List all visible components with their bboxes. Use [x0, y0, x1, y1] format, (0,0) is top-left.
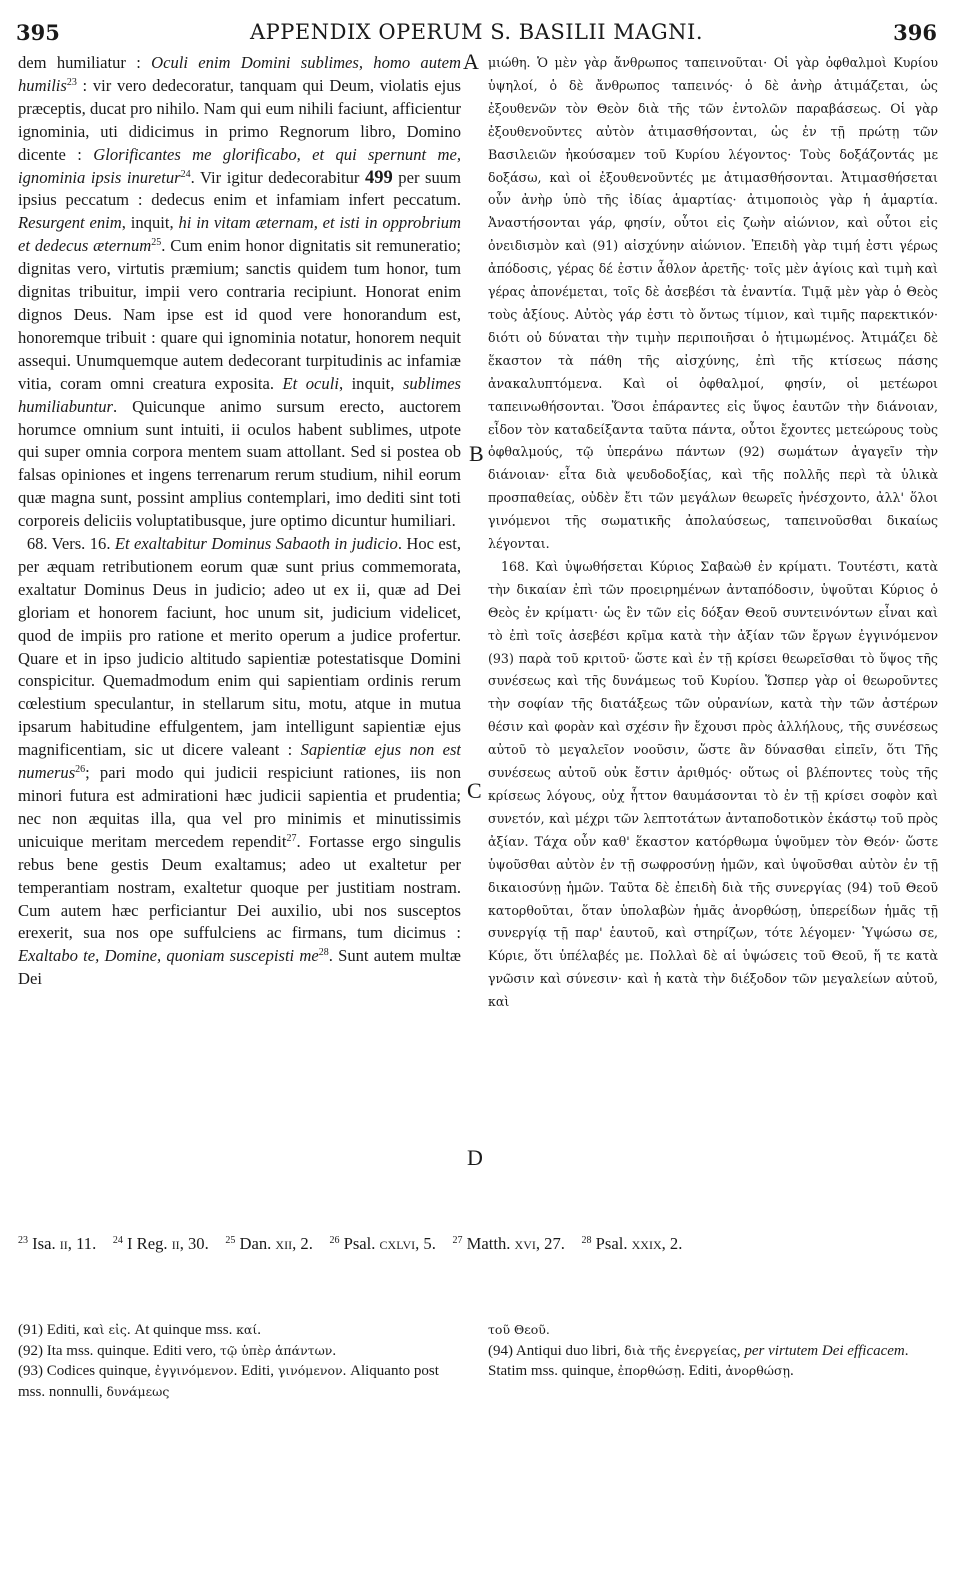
footnote: τοῦ Θεοῦ. — [488, 1322, 550, 1337]
greek-paragraph: μιώθη. Ὁ μὲν γὰρ ἄνθρωπος ταπεινοῦται· Οἱ γὰρ ὀφθαλμοὶ Κυρίου ὑψηλοί, ὁ δὲ ἄνθρωπος ταπεινός· ὁ δὲ ἀνὴρ ἀτιμάζεται, ὡς ἐξουθενῶν τὸν Θεὸν διὰ τῆς τῶν ἐντολῶν παραβάσεως. Οἱ γὰρ ἐξουθενοῦντες αὐτὸν ἀτιμασθήσονται, ὡς ἐν τῇ πρώτῃ τῶν Βασιλειῶν ἠκούσαμεν τοῦ Κυρίου λέγοντος· Τοὺς δοξάζοντάς με δοξάσω, καὶ οἱ ἐξουθενοῦντές με ἀτιμασθήσονται. Ἀτιμασθήσεται οὖν ἀνὴρ ὑπὸ τῆς ἰδίας ἁμαρτίας· ἀτιμοποιὸς γὰρ ἡ ἁμαρτία. Ἀναστήσονται γάρ, φησίν, οὗτοι εἰς ζωὴν αἰώνιον, καὶ οὗτοι εἰς ὀνειδισμὸν καὶ (91) αἰσχύνην αἰώνιον. Ἐπειδὴ γὰρ τιμή ἐστι γέρως ἀπόδοσις, γέρας δέ ἐστιν ἆθλον ἀρετῆς· τοῖς μὲν ἁγίοις καὶ τιμὴ καὶ γέρας ἀπονέμεται, τοῖς δὲ ἀσεβέσι τὰ ἐναντία. Τιμᾷ μὲν γὰρ ὁ Θεὸς τοὺς ἀξίους. Αὐτὸς γάρ ἐστι τὸ ὄντως τίμιον, καὶ τιμῆς παρεκτικόν· διότι οὐ δύναται τὴν τιμὴν περιποιῆσαι ὁ ἠτιμωμένος. Ἀτιμάζει δὲ ἕκαστον τὰ πάθη τῆς αἰσχύνης, ἐπὶ τῆς κτίσεως πάσης ἀνακαλυπτόμενα. Καὶ οἱ ὀφθαλμοί, φησίν, οἱ μετέωροι ταπεινωθήσονται. Ὅσοι ἐπάραντες εἰς ὕψος ἑαυτῶν τὴν διάνοιαν, εἶδον τὸν καταδείξαντα ταῦτα πάντα, οὗτοι ἔχοντες μετεώρους τοὺς ὀφθαλμούς, τῷ ὑπεράνω πάντων (92) σωμάτων ἀγαγεῖν τὴν διάνοιαν· εἶτα διὰ ψευδοδοξίας, καὶ τῆς πολλῆς περὶ τὰ ὑλικὰ προσπαθείας, οὐδὲν ἔτι τῶν μεγάλων θεωρεῖς ἠνέσχοντο, ἀλλ' ὅλοι γινόμενοι τῆς σωματικῆς ἀπολαύσεως, ταπεινοῦσθαι δικαίως λέγονται. — [488, 55, 938, 552]
latin-paragraph: 68. Vers. 16. Et exaltabitur Dominus Sabaoth in judicio. Hoc est, per æquam retributionem eorum quæ sunt prius commemorata, exaltatur Dominus Deus in judicio; adeo ut ex ii, quæ ad Dei gloriam et honorem faciunt, hoc unum sit, judicium videlicet, quod de impiis pro ratione et merito operum a judice profertur. Quare et in ipso judicio altitudo sapientiæ potestatisque Domini conspicitur. Quemadmodum enim qui sapientiam ordinis rerum cœlestium speculantur, in stellarum situ, motu, atque in mutua ipsarum habitudine effulgentem, jam intelligunt sapientiæ ejus magnificentiam, sic ut dicere valeant : Sapientiæ ejus non est numerus$^{26}$; pari modo qui judicii respiciunt rationes, iis non minori futura est admirationi hæc judicii sapientia et prudentia; nec non æquitas illa, qua vel pro minimis et minutissimis unicuique meritam mercedem rependit$^{27}$. Fortasse ergo singulis rebus bene gestis Deum exaltamus; adeo ut exaltetur per temperantiam nostram, exaltetur quoque per justitiam nostram. Cum autem hæc perficiantur Dei auxilio, ubi nos susceptos erexerit, sua nos ope suffulciens ac firmans, tum dicimus : Exaltabo te, Domine, quoniam suscepisti $me^{28}$. Sunt autem multæ Dei — [18, 534, 461, 989]
footnotes-left — [18, 1320, 461, 1402]
footnote: (93) Codices quinque, ἐγγινόμενον. Editi, γινόμενον. Aliquanto post mss. nonnulli, δυνάμεως — [18, 1363, 439, 1400]
page-header — [14, 14, 939, 50]
footnote: (92) Ita mss. quinque. Editi vero, τῷ ὑπὲρ ἁπάντων. — [18, 1342, 337, 1359]
greek-column — [488, 52, 938, 1212]
latin-paragraph: dem humiliatur : Oculi enim Domini sublimes, homo autem humilis$^{23}$ : vir vero dedecoratur, tanquam qui Deum, violatis ejus præceptis, ducat pro nihilo. Nam qui eum nihili faciunt, afficientur ignominia, uti didicimus in primo Regnorum libro, Domino dicente : Glorificantes me glorificabo, et qui spernunt me, ignominia ipsis inuretur$^{24}$. Vir igitur dedecorabitur 499 per suum ipsius peccatum : dedecus enim et infamiam infert peccatum. Resurgent enim, inquit, hi in vitam æternam, et isti in opprobrium et dedecus æternum$^{25}$. Cum enim honor dignitatis sit remuneratio; dignitas vero, virtutis præmium; sanctis quidem tum honor, tum dignitas tribuitur, impii vero contraria recipiunt. Honorat enim dignos Deus. Nam ipse est id quod vere honorandum est, honoremque tribuit : quare qui ignominia notatur, honorem nequit assequi. Unumquemque autem dedecorant turpitudinis ac infamiæ vitia, coram omni creatura exposita. Et oculi, inquit, sublimes humiliabuntur. Quicunque animo sursum erecto, auctorem horumce omnium sunt intuiti, ii oculos habent sublimes, utpote qui super omnia corpora mentem suam attollant. Sed si postea ob falsas opiniones et ingens terrenarum rerum studium, nihil eorum quæ magna sunt, possint amplius contemplari, imo dediti sint toti corporeis deliciis voluptatibusque, jure optimo dicuntur humiliari. — [18, 53, 461, 531]
page-number-right: 396 — [893, 20, 937, 45]
latin-column — [18, 52, 461, 1212]
running-title: APPENDIX OPERUM S. BASILII MAGNI. — [249, 20, 704, 44]
footnote: (94) Antiqui duo libri, διὰ τῆς ἐνεργείας, per virtutem Dei efficacem. Statim mss. quinque, ἐπορθώσῃ. Editi, ἀνορθώσῃ. — [488, 1342, 909, 1379]
margin-letter-d: D — [467, 1145, 483, 1170]
margin-letter-c: C — [467, 778, 482, 803]
column-number: 499 — [364, 167, 393, 188]
footnote: (91) Editi, καὶ εἰς. At quinque mss. καί. — [18, 1322, 261, 1338]
scripture-references: $^{23}$ Isa. ii, 11. $^{24}$ I Reg. ii, 30. $^{25}$ Dan. xii, 2. $^{26}$ Psal. cxlvi, 5. $^{27}$ Matth. xvi, 27. $^{28}$ Psal. xxix, 2. — [18, 1234, 683, 1253]
page-number-left: 395 — [16, 20, 60, 45]
footnotes-right — [488, 1320, 938, 1382]
greek-paragraph: 168. Καὶ ὑψωθήσεται Κύριος Σαβαὼθ ἐν κρίματι. Τουτέστι, κατὰ τὴν δικαίαν ἐπὶ τῶν προειρημένων ἀνταπόδοσιν, ὑψοῦται Κύριος ὁ Θεὸς ἐν κρίματι· ὡς ἓν τῶν εἰς δόξαν Θεοῦ συντεινόντων εἶναι καὶ τὸ ἐπὶ τοῖς ἀσεβέσι κρῖμα κατὰ τὴν ἀξίαν τῶν ἔργων ἐγγινόμενον (93) παρὰ τοῦ κριτοῦ· ὥστε καὶ ἐν τῇ κρίσει θεωρεῖσθαι τὸ ὕψος τῆς συνέσεως καὶ τῆς δυνάμεως τοῦ Κυρίου. Ὥσπερ γὰρ οἱ θεωροῦντες τὴν σοφίαν τῆς διατάξεως τῶν οὐρανίων, κατὰ τὴν τῶν ἀστέρων θέσιν καὶ φορὰν καὶ σχέσιν ἣν ἔχουσι πρὸς ἀλλήλους, τῆς συνέσεως αὐτοῦ τὸ μεγαλεῖον νοοῦσιν, ὥστε ἂν δύνασθαι εἰπεῖν, ὅτι Τῆς συνέσεως αὐτοῦ οὐκ ἔστιν ἀριθμός· οὕτως οἱ βλέποντες τοὺς τῆς κρίσεως λόγους, οὐχ ἧττον θαυμάσονται τὸ ἐν τῇ κρίσει σοφὸν καὶ συνετόν, καὶ μέχρι τῶν λεπτοτάτων ἀνταποδοτικὸν ἑκάστῳ τοῦ πρὸς ἀξίαν. Τάχα οὖν καθ' ἕκαστον κατόρθωμα ὑψοῦμεν τὸν Θεόν· ὥστε ὑψοῦσθαι αὐτὸν ἐν τῇ σωφροσύνῃ ἡμῶν, καὶ ὑψοῦσθαι αὐτὸν ἐν τῇ δικαιοσύνῃ ἡμῶν. Ταῦτα δὲ ἐπειδὴ διὰ τῆς συνεργίας (94) τοῦ Θεοῦ κατορθοῦται, ὅταν ὑπολαβὼν ἡμᾶς ἀνορθώσῃ, ὑπερείδων ἡμᾶς τῇ συνεργίᾳ τῇ παρ' ἑαυτοῦ, καὶ στηρίζων, τότε λέγομεν· Ὑψώσω σε, Κύριε, ὅτι ὑπέλαβές με. Πολλαὶ δὲ αἱ ὑψώσεις τοῦ Θεοῦ, ἥ τε κατὰ γνῶσιν καὶ σύνεσιν· καὶ ἡ κατὰ τὴν διέξοδον τῶν μεγαλείων αὐτοῦ, καὶ — [488, 558, 938, 1010]
margin-letter-a: A — [463, 49, 479, 74]
margin-letter-b: B — [469, 441, 484, 466]
